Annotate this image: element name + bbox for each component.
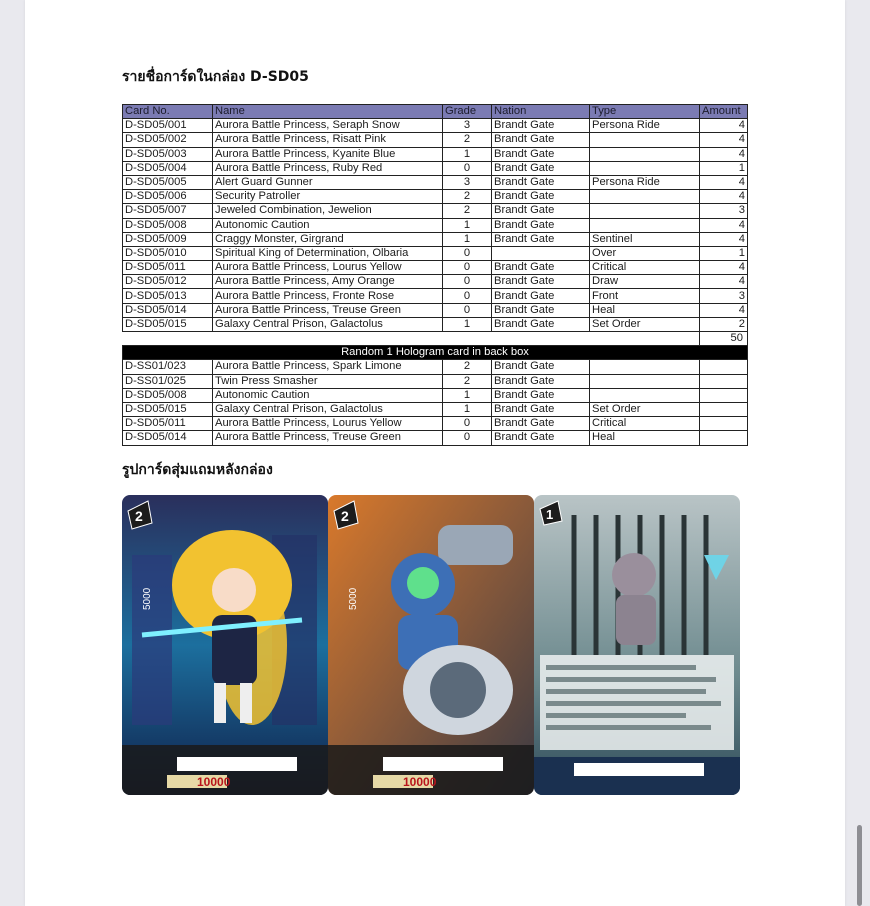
cell-grade: 2 xyxy=(443,190,492,204)
table-header-row xyxy=(123,105,748,119)
cell-amount: 2 xyxy=(700,317,748,331)
cell-grade: 2 xyxy=(443,360,492,374)
cell-grade: 0 xyxy=(443,161,492,175)
cell-card-no: D-SD05/009 xyxy=(123,232,213,246)
cell-grade: 1 xyxy=(443,147,492,161)
total-row xyxy=(123,332,748,346)
cell-type xyxy=(590,360,700,374)
cell-nation: Brandt Gate xyxy=(492,133,590,147)
cell-name: Aurora Battle Princess, Ruby Red xyxy=(213,161,443,175)
cell-amount xyxy=(700,374,748,388)
cell-grade: 0 xyxy=(443,261,492,275)
table-row xyxy=(123,161,748,175)
cell-name: Aurora Battle Princess, Amy Orange xyxy=(213,275,443,289)
cell-nation: Brandt Gate xyxy=(492,175,590,189)
bonus-table-row xyxy=(123,360,748,374)
cell-type: Set Order xyxy=(590,317,700,331)
cell-card-no: D-SD05/005 xyxy=(123,175,213,189)
card-image-autonomic-caution[interactable] xyxy=(534,495,740,795)
cell-type xyxy=(590,204,700,218)
cell-grade: 0 xyxy=(443,303,492,317)
cell-amount: 4 xyxy=(700,175,748,189)
cell-type xyxy=(590,218,700,232)
cell-nation: Brandt Gate xyxy=(492,289,590,303)
cell-name: Aurora Battle Princess, Treuse Green xyxy=(213,303,443,317)
cell-card-no: D-SD05/012 xyxy=(123,275,213,289)
cell-nation: Brandt Gate xyxy=(492,204,590,218)
cell-type: Persona Ride xyxy=(590,119,700,133)
cell-name: Aurora Battle Princess, Spark Limone xyxy=(213,360,443,374)
table-row xyxy=(123,246,748,260)
cell-card-no: D-SD05/014 xyxy=(123,431,213,445)
cell-nation: Brandt Gate xyxy=(492,261,590,275)
cell-amount xyxy=(700,388,748,402)
cell-grade: 3 xyxy=(443,175,492,189)
cell-type xyxy=(590,133,700,147)
cell-nation: Brandt Gate xyxy=(492,161,590,175)
cell-amount xyxy=(700,402,748,416)
cell-nation: Brandt Gate xyxy=(492,360,590,374)
col-type: Type xyxy=(590,105,700,119)
cell-name: Aurora Battle Princess, Seraph Snow xyxy=(213,119,443,133)
card-list-table xyxy=(122,104,748,446)
cell-card-no: D-SD05/010 xyxy=(123,246,213,260)
cell-amount: 4 xyxy=(700,147,748,161)
cell-nation: Brandt Gate xyxy=(492,275,590,289)
svg-text:2: 2 xyxy=(135,508,143,524)
table-row xyxy=(123,175,748,189)
cell-type: Draw xyxy=(590,275,700,289)
cell-amount: 4 xyxy=(700,119,748,133)
cell-card-no: D-SD05/011 xyxy=(123,417,213,431)
card-list-heading: รายชื่อการ์ดในกล่อง D-SD05 xyxy=(122,69,309,85)
cell-amount: 4 xyxy=(700,218,748,232)
cell-card-no: D-SD05/015 xyxy=(123,317,213,331)
cell-nation: Brandt Gate xyxy=(492,402,590,416)
cell-grade: 1 xyxy=(443,402,492,416)
cell-card-no: D-SS01/023 xyxy=(123,360,213,374)
table-row xyxy=(123,317,748,331)
cell-type: Set Order xyxy=(590,402,700,416)
cell-card-no: D-SS01/025 xyxy=(123,374,213,388)
cell-type: Heal xyxy=(590,303,700,317)
cell-amount: 4 xyxy=(700,190,748,204)
cell-grade: 1 xyxy=(443,232,492,246)
cell-grade: 1 xyxy=(443,388,492,402)
hologram-banner: Random 1 Hologram card in back box xyxy=(123,346,748,360)
cell-type xyxy=(590,388,700,402)
cell-amount: 3 xyxy=(700,289,748,303)
cell-nation: Brandt Gate xyxy=(492,303,590,317)
scrollbar[interactable] xyxy=(857,825,862,906)
cell-card-no: D-SD05/001 xyxy=(123,119,213,133)
col-nation: Nation xyxy=(492,105,590,119)
cell-card-no: D-SD05/008 xyxy=(123,388,213,402)
cell-name: Twin Press Smasher xyxy=(213,374,443,388)
cell-grade: 0 xyxy=(443,289,492,303)
cell-name: Aurora Battle Princess, Lourus Yellow xyxy=(213,417,443,431)
cell-card-no: D-SD05/002 xyxy=(123,133,213,147)
cell-name: Jeweled Combination, Jewelion xyxy=(213,204,443,218)
cell-card-no: D-SD05/015 xyxy=(123,402,213,416)
cell-nation: Brandt Gate xyxy=(492,147,590,161)
cell-type: Critical xyxy=(590,261,700,275)
cell-amount xyxy=(700,417,748,431)
cell-type xyxy=(590,147,700,161)
cell-nation: Brandt Gate xyxy=(492,431,590,445)
cell-name: Autonomic Caution xyxy=(213,218,443,232)
cell-name: Autonomic Caution xyxy=(213,388,443,402)
cell-type: Persona Ride xyxy=(590,175,700,189)
svg-text:5000: 5000 xyxy=(142,587,153,610)
card-image-spark-limone[interactable] xyxy=(122,495,328,795)
cell-name: Spiritual King of Determination, Olbaria xyxy=(213,246,443,260)
cell-amount: 4 xyxy=(700,133,748,147)
cell-card-no: D-SD05/003 xyxy=(123,147,213,161)
table-row xyxy=(123,218,748,232)
cell-grade: 0 xyxy=(443,246,492,260)
cell-name: Aurora Battle Princess, Kyanite Blue xyxy=(213,147,443,161)
bonus-table-row xyxy=(123,374,748,388)
svg-text:1: 1 xyxy=(546,507,554,522)
table-row xyxy=(123,133,748,147)
cell-card-no: D-SD05/008 xyxy=(123,218,213,232)
cell-grade: 2 xyxy=(443,204,492,218)
cell-nation xyxy=(492,246,590,260)
col-card-no: Card No. xyxy=(123,105,213,119)
cell-grade: 2 xyxy=(443,133,492,147)
svg-text:5000: 5000 xyxy=(348,587,359,610)
cell-card-no: D-SD05/006 xyxy=(123,190,213,204)
cell-nation: Brandt Gate xyxy=(492,374,590,388)
table-row xyxy=(123,147,748,161)
total-spacer xyxy=(123,332,700,346)
bonus-table-row xyxy=(123,431,748,445)
cell-nation: Brandt Gate xyxy=(492,417,590,431)
table-row xyxy=(123,190,748,204)
cell-type: Front xyxy=(590,289,700,303)
cell-nation: Brandt Gate xyxy=(492,119,590,133)
cell-type xyxy=(590,161,700,175)
cell-amount: 3 xyxy=(700,204,748,218)
cell-grade: 0 xyxy=(443,417,492,431)
card-image-twin-press-smasher[interactable] xyxy=(328,495,534,795)
cell-nation: Brandt Gate xyxy=(492,317,590,331)
cell-card-no: D-SD05/014 xyxy=(123,303,213,317)
gallery-heading: รูปการ์ดสุ่มแถมหลังกล่อง xyxy=(122,462,273,478)
svg-text:10000: 10000 xyxy=(403,775,437,789)
cell-card-no: D-SD05/007 xyxy=(123,204,213,218)
cell-name: Galaxy Central Prison, Galactolus xyxy=(213,402,443,416)
cell-grade: 0 xyxy=(443,275,492,289)
cell-grade: 2 xyxy=(443,374,492,388)
cell-name: Aurora Battle Princess, Fronte Rose xyxy=(213,289,443,303)
cell-grade: 3 xyxy=(443,119,492,133)
cell-name: Aurora Battle Princess, Lourus Yellow xyxy=(213,261,443,275)
cell-name: Alert Guard Gunner xyxy=(213,175,443,189)
cell-name: Craggy Monster, Girgrand xyxy=(213,232,443,246)
cell-grade: 1 xyxy=(443,317,492,331)
cell-type: Sentinel xyxy=(590,232,700,246)
table-row xyxy=(123,303,748,317)
col-amount: Amount xyxy=(700,105,748,119)
card-image-gallery xyxy=(122,495,740,795)
table-row xyxy=(123,261,748,275)
cell-name: Aurora Battle Princess, Treuse Green xyxy=(213,431,443,445)
cell-name: Aurora Battle Princess, Risatt Pink xyxy=(213,133,443,147)
bonus-table-row xyxy=(123,388,748,402)
cell-nation: Brandt Gate xyxy=(492,218,590,232)
cell-amount: 1 xyxy=(700,161,748,175)
cell-amount: 4 xyxy=(700,232,748,246)
table-row xyxy=(123,119,748,133)
total-amount: 50 xyxy=(700,332,748,346)
cell-grade: 1 xyxy=(443,218,492,232)
cell-nation: Brandt Gate xyxy=(492,388,590,402)
cell-name: Security Patroller xyxy=(213,190,443,204)
table-row xyxy=(123,289,748,303)
cell-amount: 1 xyxy=(700,246,748,260)
table-row xyxy=(123,232,748,246)
cell-amount xyxy=(700,431,748,445)
cell-card-no: D-SD05/004 xyxy=(123,161,213,175)
cell-type xyxy=(590,190,700,204)
cell-amount xyxy=(700,360,748,374)
table-row xyxy=(123,204,748,218)
cell-amount: 4 xyxy=(700,275,748,289)
cell-card-no: D-SD05/011 xyxy=(123,261,213,275)
table-row xyxy=(123,275,748,289)
bonus-table-row xyxy=(123,402,748,416)
cell-type xyxy=(590,374,700,388)
bonus-table-row xyxy=(123,417,748,431)
col-grade: Grade xyxy=(443,105,492,119)
svg-text:2: 2 xyxy=(341,508,349,524)
cell-name: Galaxy Central Prison, Galactolus xyxy=(213,317,443,331)
cell-type: Over xyxy=(590,246,700,260)
cell-card-no: D-SD05/013 xyxy=(123,289,213,303)
cell-nation: Brandt Gate xyxy=(492,190,590,204)
cell-grade: 0 xyxy=(443,431,492,445)
svg-text:10000: 10000 xyxy=(197,775,231,789)
cell-nation: Brandt Gate xyxy=(492,232,590,246)
col-name: Name xyxy=(213,105,443,119)
cell-type: Critical xyxy=(590,417,700,431)
cell-type: Heal xyxy=(590,431,700,445)
cell-amount: 4 xyxy=(700,303,748,317)
cell-amount: 4 xyxy=(700,261,748,275)
hologram-banner-row xyxy=(123,346,748,360)
